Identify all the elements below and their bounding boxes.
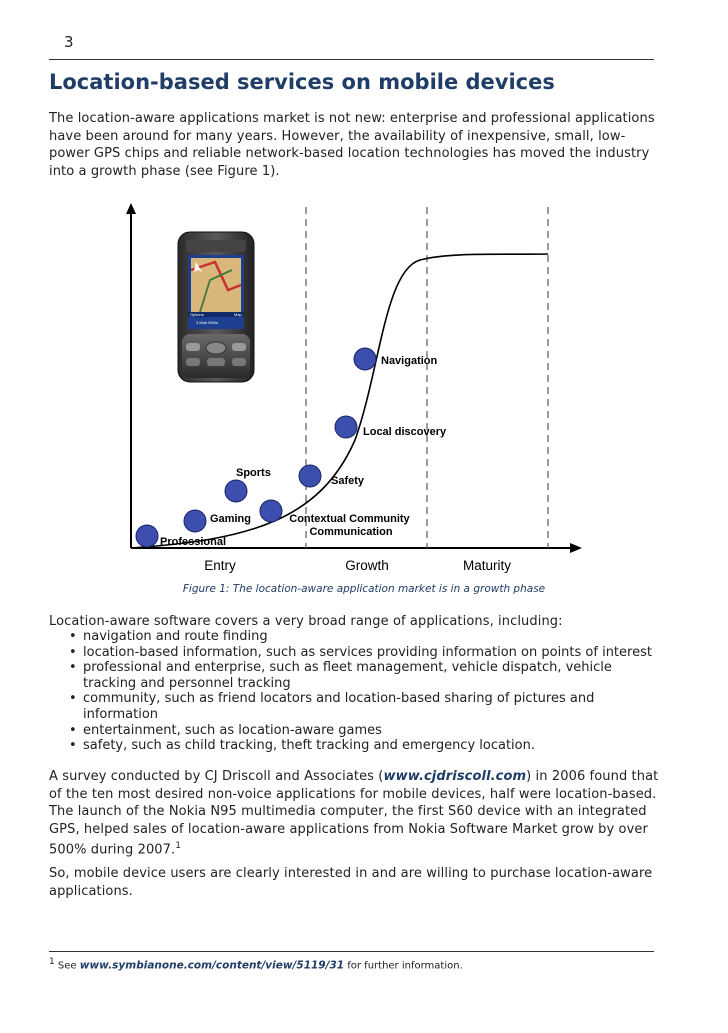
label-contextual-line2: Communication (309, 526, 393, 538)
label-navigation: Navigation (381, 355, 438, 367)
footnote-marker: 1 (49, 957, 55, 967)
conclusion-paragraph: So, mobile device users are clearly interested in and are willing to purchase location-aware applications. (49, 866, 653, 899)
list-item-text: entertainment, such as location-aware games (83, 722, 382, 738)
label-professional: Professional (160, 536, 227, 548)
bullet-marker: • (69, 722, 77, 738)
footnote-text: for further information. (347, 960, 463, 972)
point-safety (299, 465, 321, 487)
stage-entry: Entry (204, 558, 236, 573)
footnote-reference[interactable]: 1 (175, 841, 182, 851)
bullet-marker: • (69, 660, 77, 676)
bullet-marker: • (69, 629, 77, 644)
list-item-text: location-based information, such as services providing information on points of interest (83, 644, 652, 660)
bullet-marker: • (69, 644, 77, 660)
symbianone-link[interactable]: www.symbianone.com/content/view/5119/31 (79, 959, 345, 972)
list-item (66, 738, 666, 754)
survey-text-before: A survey conducted by CJ Driscoll and Associates ( (49, 769, 384, 784)
header-rule (49, 59, 654, 60)
point-contextual-community (260, 500, 282, 522)
footnote-rule (49, 951, 654, 952)
point-professional (136, 525, 158, 547)
survey-paragraph (49, 768, 659, 859)
list-item (66, 660, 666, 691)
list-item (66, 691, 666, 722)
list-item (66, 629, 666, 645)
point-local-discovery (335, 416, 357, 438)
page-number: 3 (64, 33, 74, 51)
label-local-discovery: Local discovery (363, 426, 447, 438)
stage-maturity: Maturity (462, 558, 512, 573)
stage-growth: Growth (345, 558, 389, 573)
label-gaming: Gaming (210, 513, 251, 525)
point-gaming (184, 510, 206, 532)
phone-image (178, 232, 254, 382)
intro-paragraph: The location-aware applications market is not new: enterprise and professional applications have been around for many years. However, the availability of inexpensive, small, low-power GPS chips and reliable network-based location technologies has moved the industry into a growth phase (see Figure 1). (49, 111, 655, 179)
point-navigation (354, 348, 376, 370)
footnote (49, 957, 463, 971)
list-item (66, 645, 666, 661)
section-title: Location-based services on mobile devices (49, 70, 555, 94)
footnote-see: See (57, 960, 77, 972)
market-growth-figure (0, 195, 728, 575)
label-sports: Sports (236, 467, 271, 479)
bullet-marker: • (69, 691, 77, 707)
list-item-text: navigation and route finding (83, 629, 268, 644)
label-safety: Safety (331, 475, 365, 487)
phone-status-label: 3 Mob 500m (196, 320, 219, 325)
bullet-marker: • (69, 738, 77, 754)
list-item-text: professional and enterprise, such as fleet management, vehicle dispatch, vehicle tracking and personnel tracking (83, 660, 612, 691)
point-sports (225, 480, 247, 502)
cjdriscoll-link[interactable]: www.cjdriscoll.com (383, 769, 527, 784)
figure-caption: Figure 1: The location-aware application market is in a growth phase (182, 583, 546, 595)
phone-options-label: Options (190, 312, 204, 317)
label-contextual-community (289, 513, 412, 538)
phone-map-label: Map (234, 312, 242, 317)
survey-text-after: ) in 2006 found that of the ten most desired non-voice applications for mobile devices, half were location-based. The launch of the Nokia N95 multimedia computer, the first S60 device with an integrated GPS, helped sales of location-aware applications from Nokia Software Market grow by over 500% during 2007. (49, 769, 659, 858)
applications-list (66, 629, 666, 754)
list-item-text: safety, such as child tracking, theft tracking and emergency location. (83, 738, 535, 754)
list-item-text: community, such as friend locators and location-based sharing of pictures and information (83, 691, 595, 722)
label-contextual-line1: Contextual Community (289, 513, 410, 525)
applications-intro: Location-aware software covers a very broad range of applications, including: (49, 614, 563, 629)
list-item (66, 723, 666, 739)
